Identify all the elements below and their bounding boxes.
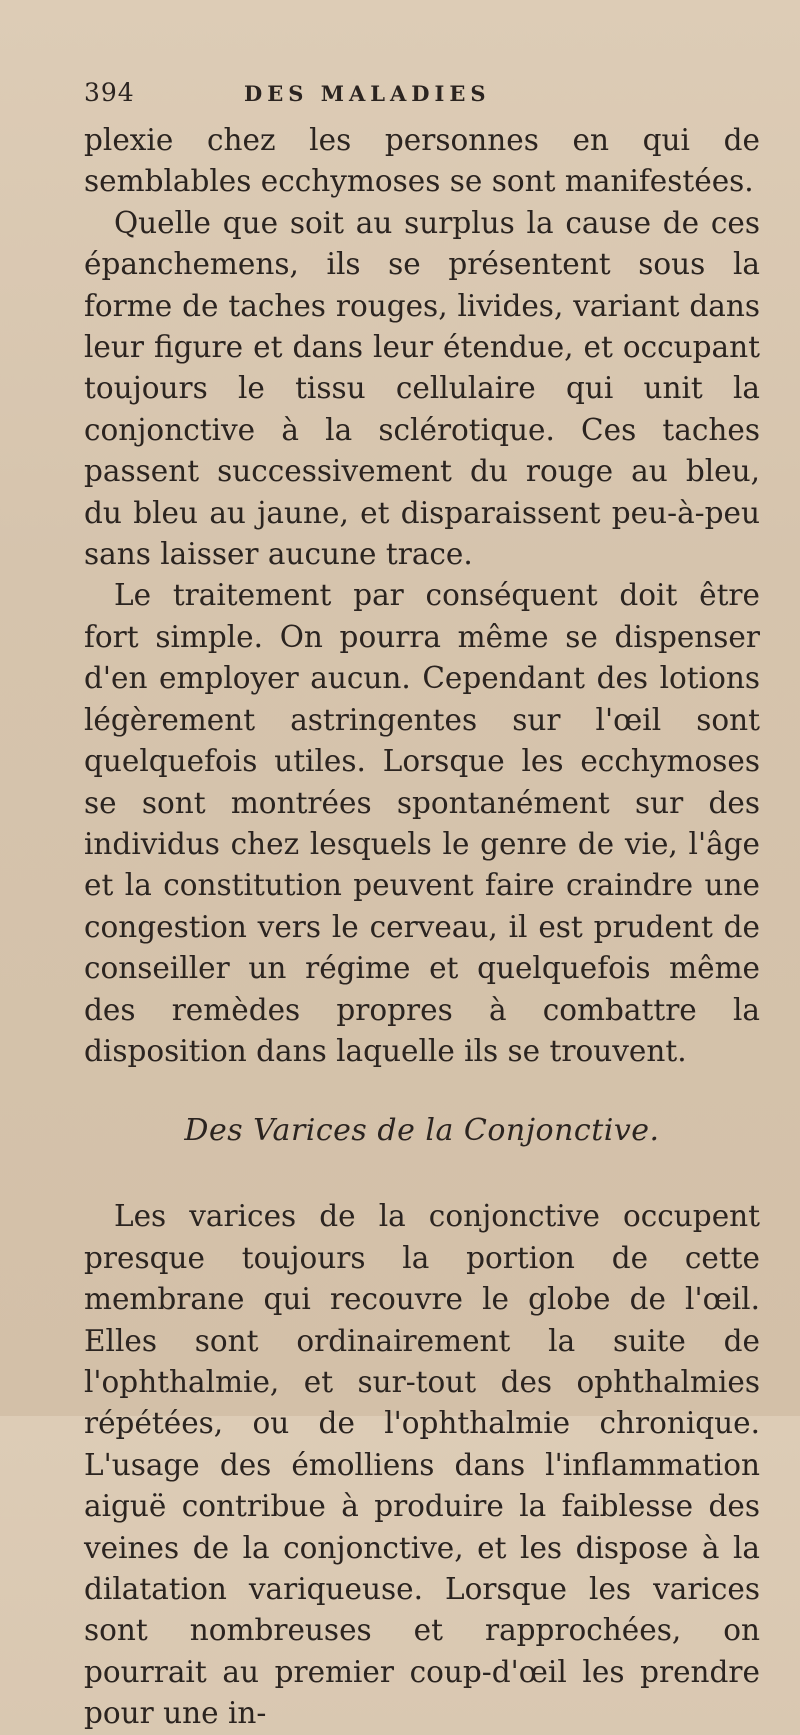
paragraph-traitement: Le traitement par conséquent doit être fort simple. On pourra même se dispenser d'en employer aucun. Cependant des lotions légèrement astringentes sur l'œil sont quelquefois utiles. Lorsque les ecchymoses se sont montrées spontanément sur des individus chez lesquels le genre de vie, l'âge et la constitution peuvent faire craindre une congestion vers le cerveau, il est prudent de conseiller un régime et quelquefois même des remèdes propres à combattre la disposition dans laquelle ils se trouvent.	[84, 578, 760, 1068]
running-head	[84, 78, 760, 120]
page-number: 394	[84, 78, 135, 107]
paragraph-varices: Les varices de la conjonctive occupent presque toujours la portion de cette membrane qui recouvre le globe de l'œil. Elles sont ordinairement la suite de l'ophthalmie, et sur-tout des ophthalmies répétées, ou de l'ophthalmie chronique. L'usage des émolliens dans l'inflammation aiguë contribue à produire la faiblesse des veines de la conjonctive, et les dispose à la dilatation variqueuse. Lorsque les varices sont nombreuses et rapprochées, on pourrait au premier coup-d'œil les prendre pour une in-	[84, 1199, 760, 1731]
section-heading: Des Varices de la Conjonctive.	[184, 1113, 660, 1149]
paragraph-taches: Quelle que soit au surplus la cause de ces épanchemens, ils se présentent sous la forme de taches rouges, livides, variant dans leur figure et dans leur étendue, et occupant toujours le tissu cellulaire qui unit la conjonctive à la sclérotique. Ces taches passent successivement du rouge au bleu, du bleu au jaune, et disparaissent peu-à-peu sans laisser aucune trace.	[84, 205, 760, 572]
running-head-title: DES MALADIES	[244, 81, 491, 106]
paragraph-continuation: plexie chez les personnes en qui de semblables ecchymoses se sont manifestées.	[84, 123, 760, 199]
